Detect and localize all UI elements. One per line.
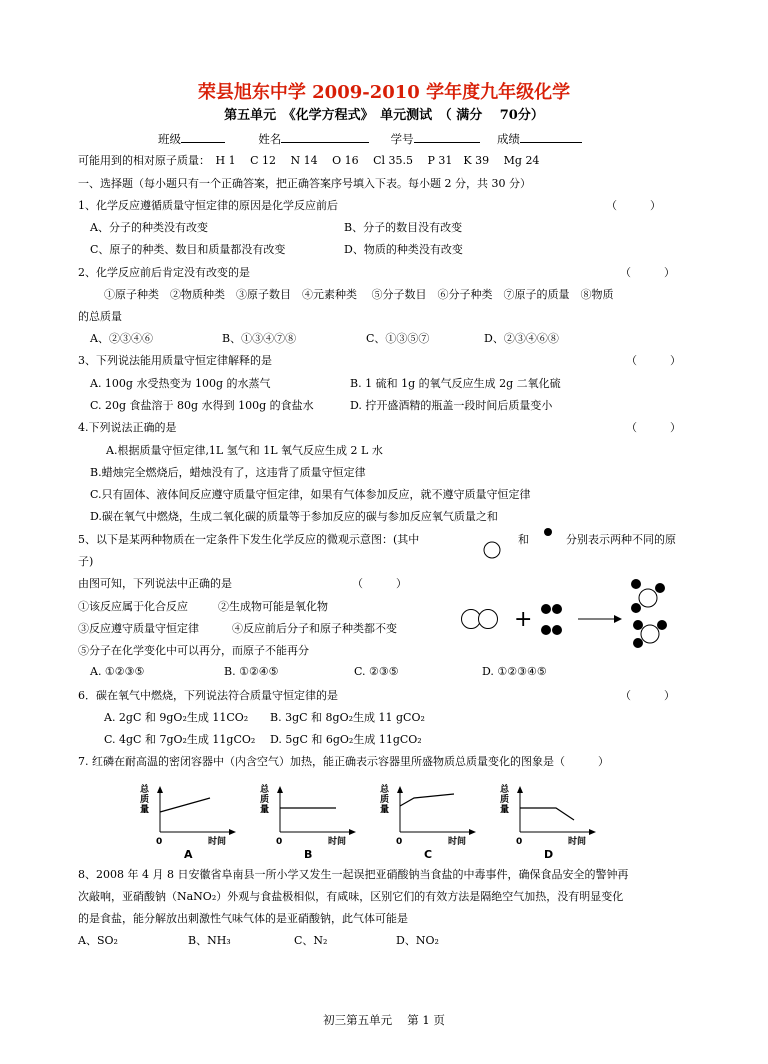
number-label: 学号 [390,132,414,146]
graph-b-letter: B [304,848,313,860]
graph-a-ylabel: 质 [140,795,150,805]
plus-sign: + [514,607,533,632]
q1-option-a: A、分子的种类没有改变 [90,221,208,234]
q7-graphs [120,776,620,860]
graph-a-ylabel: 量 [140,805,150,815]
graph-d-letter: D [544,848,554,860]
graph-a-xlabel: 时间 [208,837,227,847]
reactant-black-molecules [541,604,562,635]
q4-option-c: C.只有固体、液体间反应遵守质量守恒定律，如果有气体参加反应，就不遵守质量守恒定律 [90,488,531,501]
q4-stem: 4.下列说法正确的是 [78,421,177,434]
score-blank[interactable] [520,130,582,143]
graph-a-x-arrow [229,829,236,835]
page-title: 荣县旭东中学 2009-2010 学年度九年级化学 [197,82,571,103]
q2-stem: 2、化学反应前后肯定没有改变的是 [78,266,250,279]
graph-d-ylabel: 量 [500,805,510,815]
graph-c-ylabel: 量 [380,805,390,815]
q2-option-a: A、②③④⑥ [90,332,153,345]
graph-d-origin: 0 [516,837,523,847]
graph-b-origin: 0 [276,837,283,847]
q3-option-c: C. 20g 食盐溶于 80g 水得到 100g 的食盐水 [90,399,314,412]
q2-option-b: B、①③④⑦⑧ [222,332,297,345]
graph-a-y-arrow [157,786,163,793]
q8-option-d: D、NO₂ [396,934,439,947]
q4-option-a: A.根据质量守恒定律,1L 氢气和 1L 氧气反应生成 2 L 水 [106,444,383,457]
q5-answer-paren[interactable]: （ ） [352,577,407,590]
graph-c-origin: 0 [396,837,403,847]
graph-c-ylabel: 质 [380,795,390,805]
q1-option-d: D、物质的种类没有改变 [344,243,463,256]
graph-d-ylabel: 质 [500,795,510,805]
graph-c-y-arrow [397,786,403,793]
q5-option-b: B. ①②④⑤ [224,665,279,678]
graph-d-xlabel: 时间 [568,837,587,847]
q6-option-d: D. 5gC 和 6gO₂生成 11gCO₂ [270,733,422,746]
q7-stem: 7. 红磷在耐高温的密闭容器中（内含空气）加热，能正确表示容器里所盛物质总质量变化的图象是（ ） [78,755,609,768]
number-blank[interactable] [414,130,480,143]
q6-stem: 6．碳在氧气中燃烧，下列说法符合质量守恒定律的是 [78,689,338,702]
q1-option-b: B、分子的数目没有改变 [344,221,463,234]
graph-b-x-arrow [349,829,356,835]
graph-c-curve [400,794,454,806]
q5-statement-5: ⑤分子在化学变化中可以再分，而原子不能再分 [78,644,309,657]
section-heading: 一、选择题（每小题只有一个正确答案，把正确答案序号填入下表。每小题 2 分，共 30 分） [78,177,531,190]
q6-option-a: A. 2gC 和 9gO₂生成 11CO₂ [104,711,249,724]
q5-stem-line2: 子) [78,555,94,568]
white-atom-icon [482,540,502,560]
reaction-diagram [456,574,686,664]
q6-option-c: C. 4gC 和 7gO₂生成 11gCO₂ [104,733,256,746]
q8-option-c: C、N₂ [294,934,328,947]
q5-option-d: D. ①②③④⑤ [482,665,547,678]
q5-option-a: A. ①②③⑤ [90,665,145,678]
q3-stem: 3、下列说法能用质量守恒定律解释的是 [78,354,272,367]
q2-items-line2: 的总质量 [78,310,122,323]
reactant-white-molecule [462,610,498,629]
q2-option-d: D、②③④⑥⑧ [484,332,559,345]
q3-option-b: B. 1 硫和 1g 的氧气反应生成 2g 二氧化硫 [350,377,561,390]
q5-statement-4: ④反应前后分子和原子种类都不变 [232,622,397,635]
graph-b-y-arrow [277,786,283,793]
graph-a-curve [160,798,210,812]
graph-c-letter: C [424,848,433,860]
graph-d-y-arrow [517,786,523,793]
graph-b-xlabel: 时间 [328,837,347,847]
student-info-row [158,130,582,147]
class-label: 班级 [158,132,181,146]
graph-a-origin: 0 [156,837,163,847]
page-subtitle: 第五单元 《化学方程式》 单元测试 （ 满分 70分） [224,108,544,123]
graph-d-ylabel: 总 [500,785,510,795]
q4-option-b: B.蜡烛完全燃烧后，蜡烛没有了，这违背了质量守恒定律 [90,466,366,479]
q2-option-c: C、①③⑤⑦ [366,332,430,345]
q5-statement-1: ①该反应属于化合反应 [78,600,188,613]
q5-stem-and: 和 [518,533,529,546]
q3-option-d: D. 拧开盛酒精的瓶盖一段时间后质量变小 [350,399,553,412]
q2-items-line1: ①原子种类 ②物质种类 ③原子数目 ④元素种类 ⑤分子数目 ⑥分子种类 ⑦原子的质量 ⑧物质 [104,288,614,301]
q6-option-b: B. 3gC 和 8gO₂生成 11 gCO₂ [270,711,425,724]
q8-line1: 8、2008 年 4 月 8 日安徽省阜南县一所小学又发生一起误把亚硝酸钠当食盐的中毒事件，确保食品安全的警钟再 [78,868,629,881]
q5-statement-2: ②生成物可能是氧化物 [218,600,328,613]
page-footer: 初三第五单元 第 1 页 [323,1013,445,1027]
name-blank[interactable] [281,130,369,143]
graph-a-ylabel: 总 [140,785,150,795]
q3-answer-paren[interactable]: （ ） [626,354,681,367]
q5-stem-part2: 分别表示两种不同的原 [566,533,676,546]
score-label: 成绩 [496,132,520,146]
graph-a-letter: A [184,848,193,860]
black-atom-icon [542,526,554,538]
q1-option-c: C、原子的种类、数目和质量都没有改变 [90,243,286,256]
graph-b-ylabel: 量 [260,805,270,815]
q5-lead: 由图可知，下列说法中正确的是 [78,577,232,590]
q1-answer-paren[interactable]: （ ） [606,199,661,212]
name-label: 姓名 [258,132,282,146]
q4-option-d: D.碳在氧气中燃烧，生成二氧化碳的质量等于参加反应的碳与参加反应氧气质量之和 [90,510,498,523]
q5-stem-part1: 5、以下是某两种物质在一定条件下发生化学反应的微观示意图：(其中 [78,533,420,546]
q5-option-c: C. ②③⑤ [354,665,399,678]
q8-option-a: A、SO₂ [78,934,118,947]
product-molecule-1 [631,579,665,613]
graph-c-xlabel: 时间 [448,837,467,847]
reaction-arrow [578,615,622,623]
q8-line3: 的是食盐，能分解放出刺激性气味气体的是亚硝酸钠，此气体可能是 [78,912,408,925]
q8-option-b: B、NH₃ [188,934,231,947]
q4-answer-paren[interactable]: （ ） [626,421,681,434]
graph-b-ylabel: 质 [260,795,270,805]
graph-c-ylabel: 总 [380,785,390,795]
graph-c-x-arrow [469,829,476,835]
atomic-masses: 可能用到的相对原子质量： H 1 C 12 N 14 O 16 Cl 35.5 P 31 K 39 Mg 24 [78,154,540,167]
q5-statement-3: ③反应遵守质量守恒定律 [78,622,199,635]
class-blank[interactable] [181,130,225,143]
product-molecule-2 [633,620,667,648]
q3-option-a: A. 100g 水受热变为 100g 的水蒸气 [90,377,271,390]
q6-answer-paren[interactable]: （ ） [620,689,675,702]
graph-d-x-arrow [589,829,596,835]
q2-answer-paren[interactable]: （ ） [620,266,675,279]
q8-line2: 次敲响，亚硝酸钠（NaNO₂）外观与食盐极相似，有咸味，区别它们的有效方法是隔绝空气加热，没有明显变化 [78,890,624,903]
graph-d-curve [520,808,574,820]
q1-stem: 1、化学反应遵循质量守恒定律的原因是化学反应前后 [78,199,338,212]
graph-b-ylabel: 总 [260,785,270,795]
